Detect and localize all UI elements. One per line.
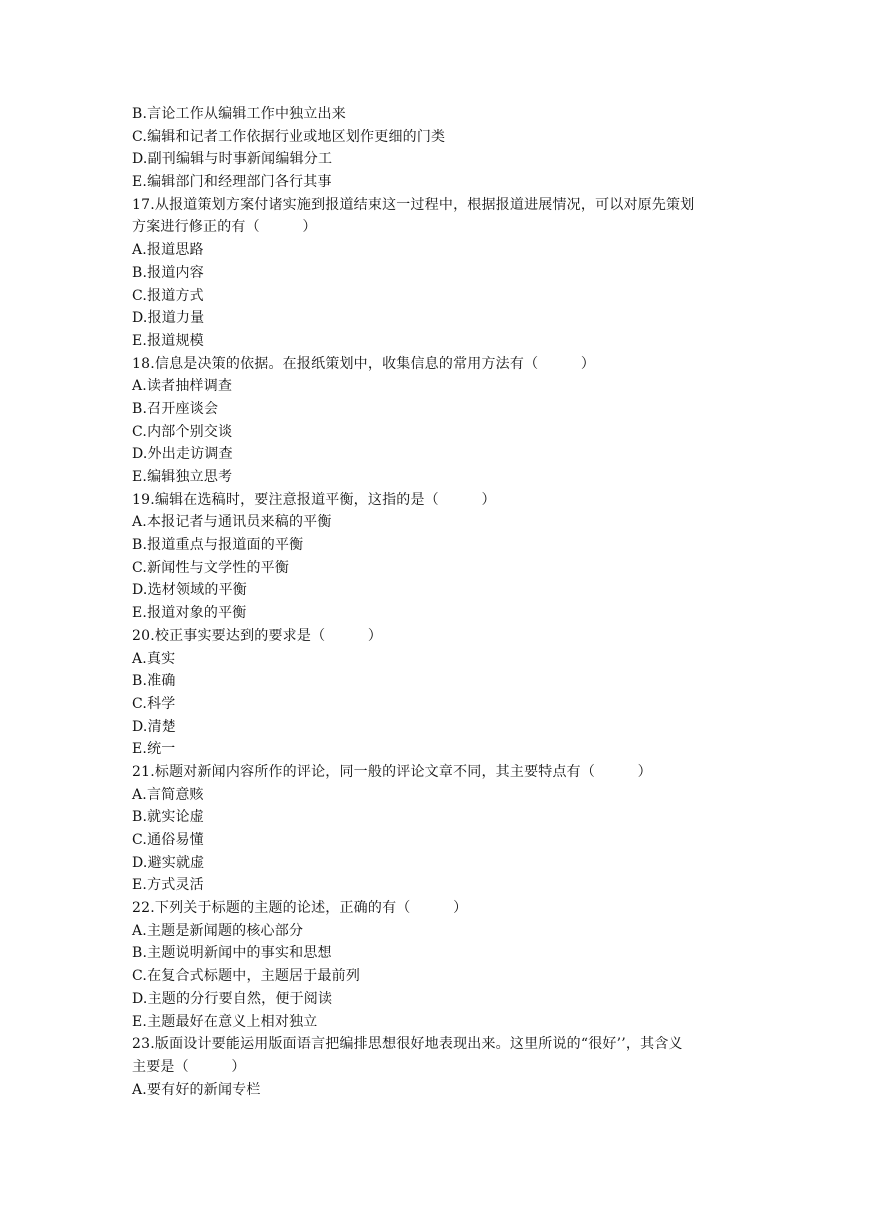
option-line: C.内部个别交谈 <box>132 423 233 440</box>
option-line: A.读者抽样调查 <box>132 378 233 395</box>
option-line: A.报道思路 <box>132 242 204 259</box>
option-line: C.通俗易懂 <box>132 832 204 848</box>
text-line: D.副刊编辑与时事新闻编辑分工 <box>132 151 333 168</box>
question-23-line-1: 23.版面设计要能运用版面语言把编排思想很好地表现出来。这里所说的“很好’’，其含义 <box>132 1036 683 1053</box>
question-23-line-2: 主要是（ ） <box>132 1058 246 1075</box>
option-line: C.新闻性与文学性的平衡 <box>132 559 290 576</box>
text-line: B.言论工作从编辑工作中独立出来 <box>132 106 346 122</box>
text-line: C.编辑和记者工作依据行业或地区划作更细的门类 <box>132 128 446 145</box>
option-line: A.主题是新闻题的核心部分 <box>132 922 304 939</box>
option-line: E.主题最好在意义上相对独立 <box>132 1013 318 1030</box>
option-line: E.报道对象的平衡 <box>132 605 247 622</box>
option-line: D.报道力量 <box>132 310 205 327</box>
option-line: E.编辑独立思考 <box>132 469 233 485</box>
option-line: A.要有好的新闻专栏 <box>132 1081 261 1098</box>
option-line: B.就实论虚 <box>132 809 204 826</box>
option-line: C.科学 <box>132 695 176 712</box>
option-line: D.外出走访调查 <box>132 446 233 463</box>
text-line: E.编辑部门和经理部门各行其事 <box>132 174 332 191</box>
option-line: B.报道重点与报道面的平衡 <box>132 537 304 554</box>
option-line: A.本报记者与通讯员来稿的平衡 <box>132 514 332 531</box>
question-21: 21.标题对新闻内容所作的评论，同一般的评论文章不同，其主要特点有（ ） <box>132 763 652 780</box>
question-18: 18.信息是决策的依据。在报纸策划中，收集信息的常用方法有（ ） <box>132 355 596 372</box>
option-line: E.报道规模 <box>132 332 204 349</box>
question-22: 22.下列关于标题的主题的论述，正确的有（ ） <box>132 900 468 917</box>
option-line: E.方式灵活 <box>132 877 204 894</box>
option-line: B.召开座谈会 <box>132 400 219 417</box>
document-page <box>132 103 752 1101</box>
question-20: 20.校正事实要达到的要求是（ ） <box>132 627 383 644</box>
question-17-line-1: 17.从报道策划方案付诸实施到报道结束这一过程中，根据报道进展情况，可以对原先策划 <box>132 196 695 213</box>
option-line: A.言简意赅 <box>132 786 204 803</box>
option-line: D.主题的分行要自然，便于阅读 <box>132 990 333 1007</box>
option-line: C.在复合式标题中，主题居于最前列 <box>132 968 361 985</box>
option-line: C.报道方式 <box>132 287 204 304</box>
question-17-line-2: 方案进行修正的有（ ） <box>132 219 317 236</box>
option-line: E.统一 <box>132 741 176 758</box>
option-line: D.选材领域的平衡 <box>132 582 247 599</box>
option-line: D.清楚 <box>132 718 176 735</box>
option-line: B.报道内容 <box>132 264 204 281</box>
option-line: B.准确 <box>132 673 176 690</box>
option-line: A.真实 <box>132 650 176 667</box>
question-19: 19.编辑在选稿时，要注意报道平衡，这指的是（ ） <box>132 491 496 508</box>
option-line: D.避实就虚 <box>132 854 205 871</box>
option-line: B.主题说明新闻中的事实和思想 <box>132 945 332 962</box>
